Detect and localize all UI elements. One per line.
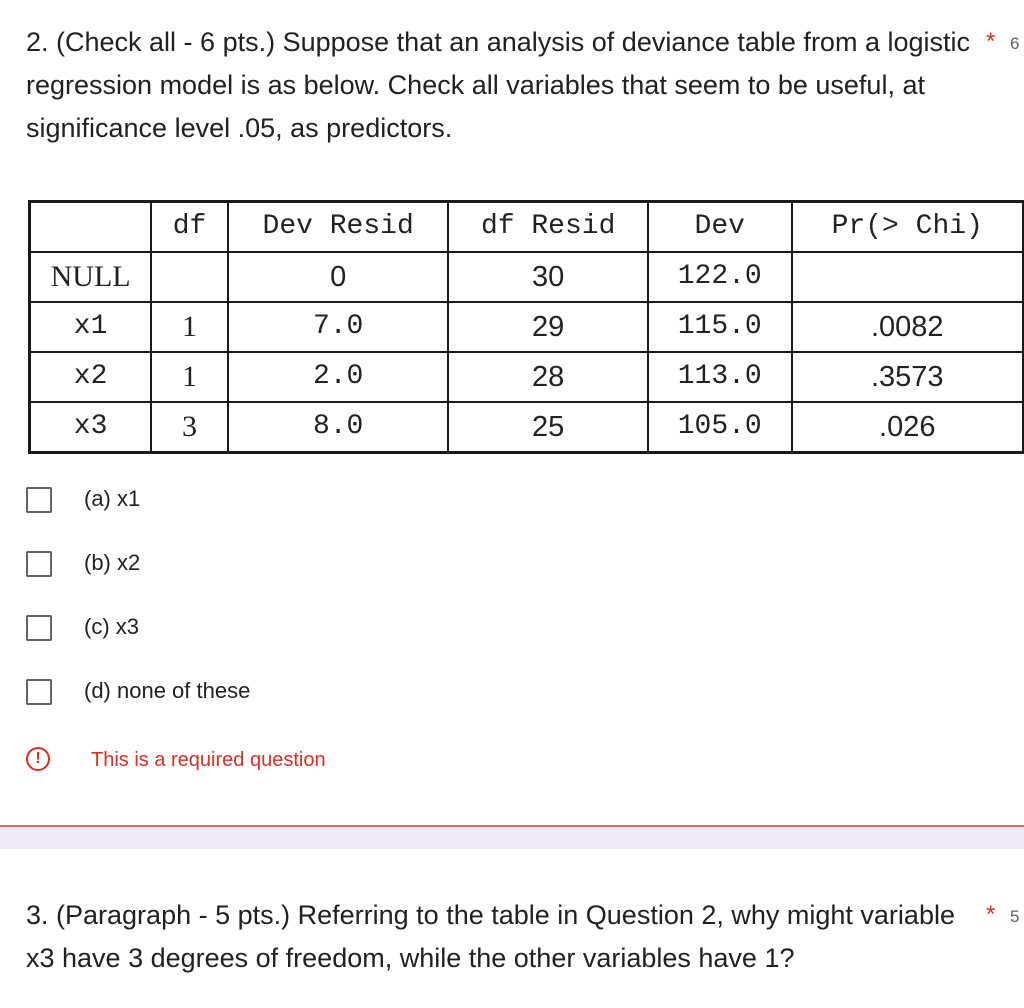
table-header-row [30,202,1024,253]
checkbox-d[interactable] [26,679,52,705]
table-cell: 29 [448,302,648,352]
table-cell: x3 [30,402,152,453]
required-asterisk: * [986,28,996,55]
question-3-title: 3. (Paragraph - 5 pts.) Referring to the table in Question 2, why might variable x3 have 3 degrees of freedom, while the other variables have 1? [26,900,955,973]
checkbox-a[interactable] [26,487,52,513]
error-message: This is a required question [91,749,326,771]
table-cell: 0 [228,252,449,302]
table-cell [151,252,228,302]
required-asterisk: * [986,901,996,928]
checkbox-c[interactable] [26,615,52,641]
table-header-cell [30,202,152,253]
option-label: (b) x2 [84,550,141,575]
table-cell: x2 [30,352,152,402]
table-cell: x1 [30,302,152,352]
table-cell: 122.0 [648,252,792,302]
table-cell: 8.0 [228,402,449,453]
table-cell: 28 [448,352,648,402]
table-header-cell: Pr(> Chi) [792,202,1023,253]
question-2-title: 2. (Check all - 6 pts.) Suppose that an analysis of deviance table from a logistic regression model is as below. Check all variables that seem to be useful, at significance level .05, as predictors. [26,27,970,143]
option-label: (c) x3 [84,614,139,639]
table-cell: .3573 [792,352,1023,402]
table-row [30,402,1024,453]
question-points: 5 [1010,907,1020,926]
option-label: (d) none of these [84,678,251,703]
table-header-cell: Dev [648,202,792,253]
table-cell: 113.0 [648,352,792,402]
table-header-cell: df Resid [448,202,648,253]
table-cell: 3 [151,402,228,453]
table-cell: NULL [30,252,152,302]
table-cell: 2.0 [228,352,449,402]
table-cell: 30 [448,252,648,302]
table-cell: 25 [448,402,648,453]
option-label: (a) x1 [84,486,141,511]
error-icon: ! [26,747,50,771]
table-cell: .0082 [792,302,1023,352]
table-cell: 1 [151,302,228,352]
table-cell: 1 [151,352,228,402]
table-cell: .026 [792,402,1023,453]
section-gap [0,827,1024,849]
table-cell [792,252,1023,302]
table-row [30,352,1024,402]
table-cell: 7.0 [228,302,449,352]
table-header-cell: Dev Resid [228,202,449,253]
deviance-table-image [28,200,1024,454]
table-cell: 105.0 [648,402,792,453]
table-row [30,252,1024,302]
checkbox-b[interactable] [26,551,52,577]
table-header-cell: df [151,202,228,253]
question-points: 6 [1010,34,1020,53]
table-cell: 115.0 [648,302,792,352]
table-row [30,302,1024,352]
